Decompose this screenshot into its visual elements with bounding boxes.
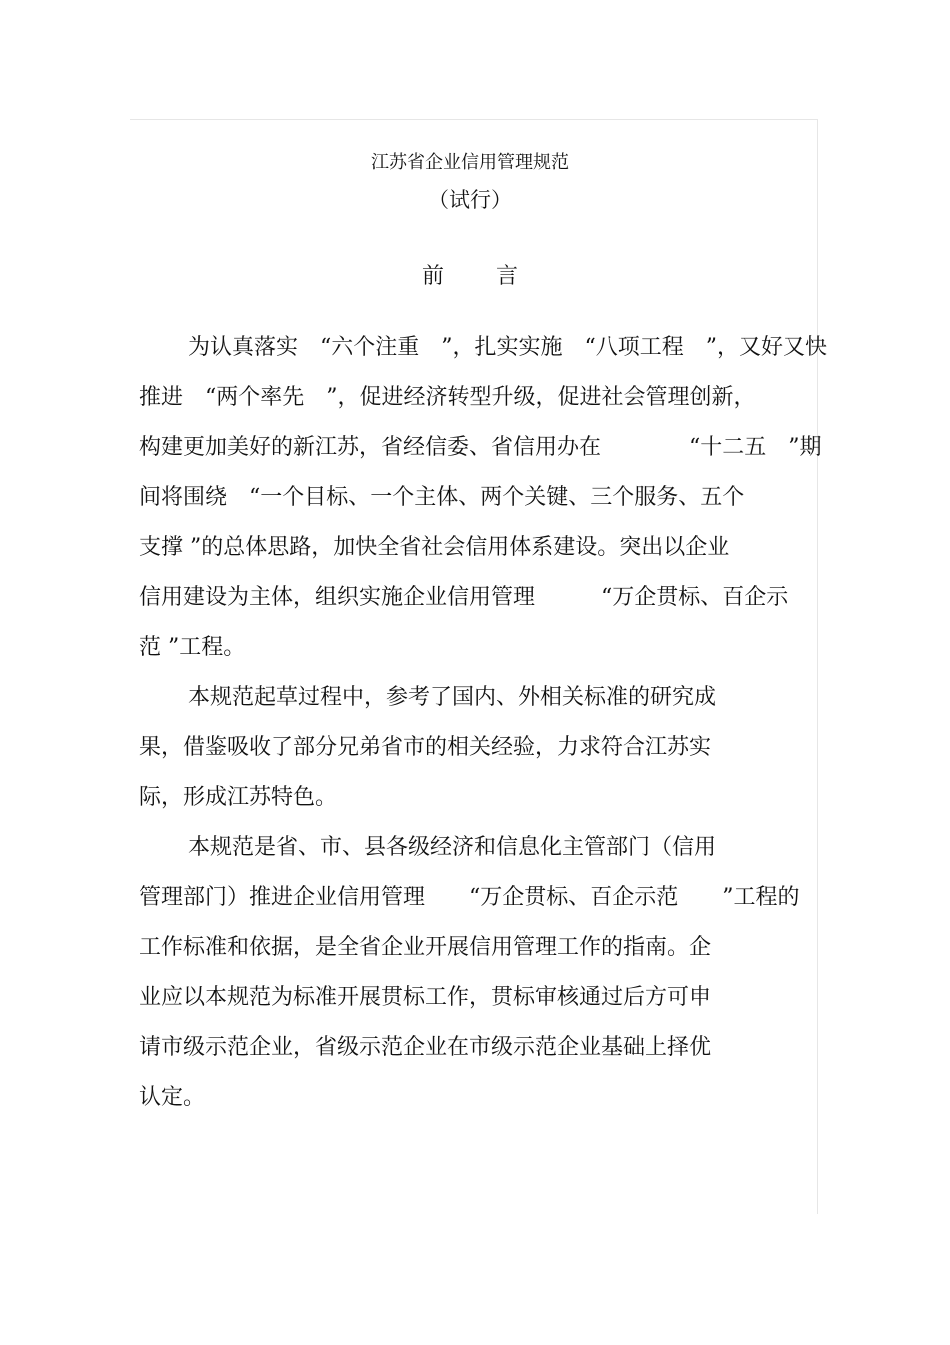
paragraph-1-line-2: 推进 “两个率先 ”，促进经济转型升级，促进社会管理创新，: [139, 385, 756, 410]
paragraph-1-line-5: 支撑 ”的总体思路，加快全省社会信用体系建设。突出以企业: [139, 535, 730, 560]
paragraph-3-line-3: 工作标准和依据，是全省企业开展信用管理工作的指南。企: [139, 935, 712, 960]
document-subtitle: （试行）: [428, 188, 512, 212]
paragraph-3-line-1: 本规范是省、市、县各级经济和信息化主管部门（信用: [188, 835, 717, 860]
paragraph-1-line-1: 为认真落实 “六个注重 ”，扎实实施 “八项工程 ”，又好又快: [188, 335, 827, 360]
paragraph-2-line-2: 果，借鉴吸收了部分兄弟省市的相关经验，力求符合江苏实: [139, 735, 712, 760]
document-title: 江苏省企业信用管理规范: [371, 152, 569, 173]
paragraph-3-line-6: 认定。: [139, 1085, 206, 1110]
paragraph-3-line-4: 业应以本规范为标准开展贯标工作，贯标审核通过后方可申: [139, 985, 712, 1010]
paragraph-1-line-4: 间将围绕 “一个目标、一个主体、两个关键、三个服务、五个: [139, 485, 745, 510]
paragraph-3-line-5: 请市级示范企业，省级示范企业在市级示范企业基础上择优: [139, 1035, 712, 1060]
paragraph-3-line-2: 管理部门）推进企业信用管理 “万企贯标、百企示范 ”工程的: [139, 885, 800, 910]
paragraph-2-line-3: 际，形成江苏特色。: [139, 785, 338, 810]
preface-char-1: 前: [421, 264, 444, 289]
paragraph-1-line-3: 构建更加美好的新江苏，省经信委、省信用办在 “十二五 ”期: [139, 435, 822, 460]
preface-heading: [0, 259, 940, 290]
paragraph-1-line-7: 范 ”工程。: [139, 635, 246, 660]
paragraph-2-line-1: 本规范起草过程中，参考了国内、外相关标准的研究成: [188, 685, 717, 710]
paragraph-1-line-6: 信用建设为主体，组织实施企业信用管理 “万企贯标、百企示: [139, 585, 789, 610]
preface-char-2: 言: [496, 264, 519, 289]
